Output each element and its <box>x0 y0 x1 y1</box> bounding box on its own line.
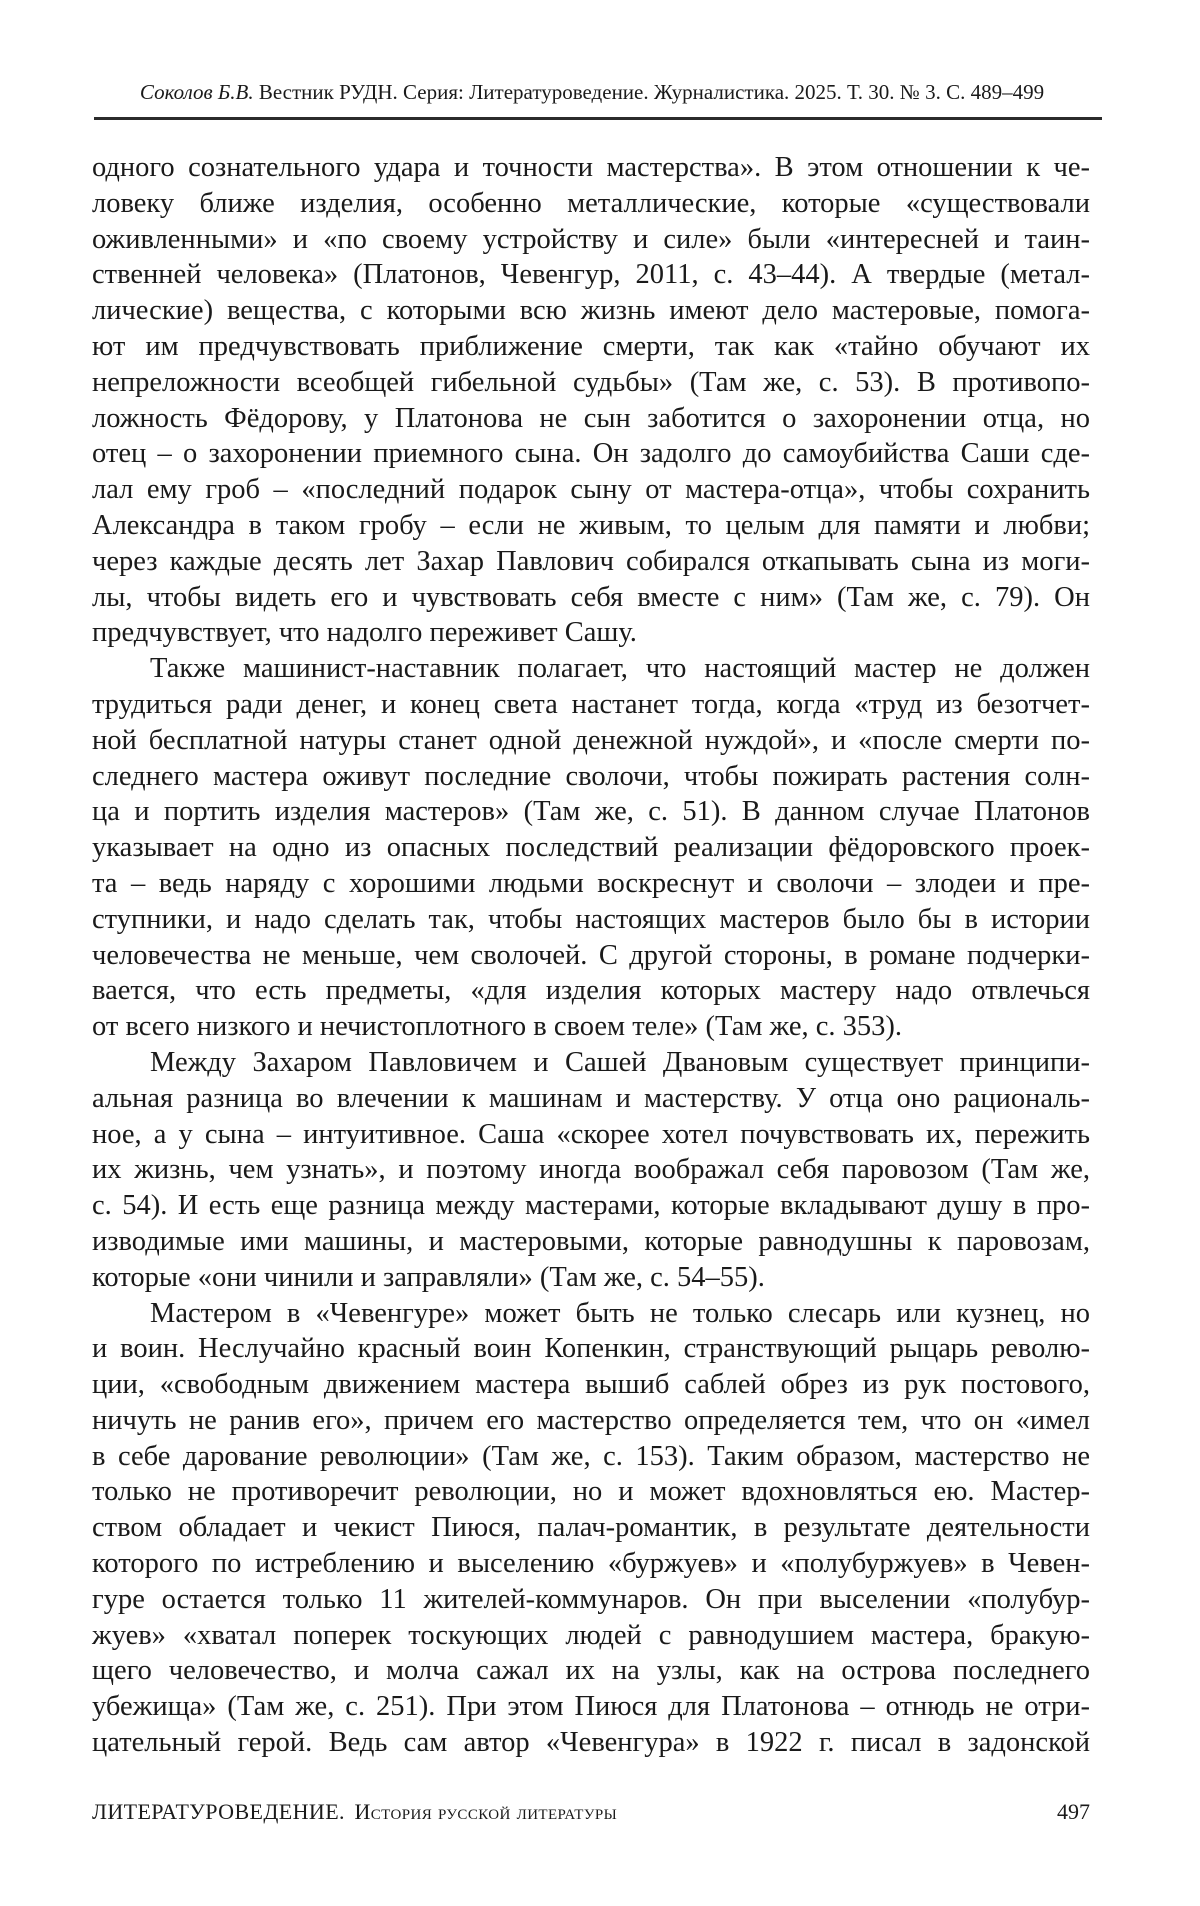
header-rule <box>94 117 1102 120</box>
text-line: следнего мастера оживут последние сволочи, чтобы пожирать растения солн- <box>92 760 1090 792</box>
text-line: та – ведь наряду с хорошими людьми воскреснут и сволочи – злодеи и пре- <box>92 867 1090 899</box>
page-number: 497 <box>1057 1799 1090 1824</box>
page-footer <box>92 1798 1090 1825</box>
text-line: ца и портить изделия мастеров» (Там же, с. 51). В данном случае Платонов <box>92 796 1090 828</box>
text-line: ют им предчувствовать приближение смерти, так как «тайно обучают их <box>92 330 1090 362</box>
paragraph <box>92 1296 1090 1761</box>
text-line: лические) вещества, с которыми всю жизнь имеют дело мастеровые, помога- <box>92 295 1090 327</box>
text-line: оживленными» и «по своему устройству и силе» были «интересней и таин- <box>92 223 1090 255</box>
text-line: Между Захаром Павловичем и Сашей Двановым существует принципи- <box>150 1046 1090 1078</box>
text-line: лы, чтобы видеть его и чувствовать себя вместе с ним» (Там же, с. 79). Он <box>92 581 1090 613</box>
text-line: которого по истреблению и выселению «буржуев» и «полубуржуев» в Чевен- <box>92 1548 1090 1580</box>
text-line: через каждые десять лет Захар Павлович собирался откапывать сына из моги- <box>92 545 1090 577</box>
article-body <box>92 150 1090 1761</box>
text-line: щего человечество, и молча сажал их на узлы, как на острова последнего <box>92 1655 1090 1687</box>
paragraph <box>92 1045 1090 1296</box>
text-line: трудиться ради денег, и конец света настанет тогда, когда «труд из безотчет- <box>92 688 1090 720</box>
text-line: от всего низкого и нечистоплотного в своем теле» (Там же, с. 353). <box>92 1011 903 1043</box>
paragraph <box>92 651 1090 1045</box>
text-line: с. 54). И есть еще разница между мастерами, которые вкладывают душу в про- <box>92 1190 1090 1222</box>
text-line: одного сознательного удара и точности мастерства». В этом отношении к че- <box>92 152 1090 183</box>
text-line: ное, а у сына – интуитивное. Саша «скорее хотел почувствовать их, пережить <box>92 1118 1090 1150</box>
text-line: ством обладает и чекист Пиюся, палач-романтик, в результате деятельности <box>92 1512 1090 1544</box>
text-line: ложность Фёдорову, у Платонова не сын заботится о захоронении отца, но <box>92 402 1090 434</box>
text-line: которые «они чинили и заправляли» (Там же, с. 54–55). <box>92 1261 765 1293</box>
text-line: Также машинист-наставник полагает, что настоящий мастер не должен <box>150 653 1090 685</box>
text-line: ступники, и надо сделать так, чтобы настоящих мастеров было бы в истории <box>92 903 1090 935</box>
text-line: ничуть не ранив его», причем его мастерство определяется тем, что он «имел <box>92 1404 1090 1436</box>
text-line: их жизнь, чем узнать», и поэтому иногда воображал себя паровозом (Там же, <box>92 1154 1090 1186</box>
text-line: указывает на одно из опасных последствий реализации фёдоровского проек- <box>92 832 1090 864</box>
text-line: убежища» (Там же, с. 251). При этом Пиюся для Платонова – отнюдь не отри- <box>92 1691 1090 1723</box>
text-line: непреложности всеобщей гибельной судьбы» (Там же, с. 53). В противопо- <box>92 366 1090 398</box>
footer-section-title <box>92 1798 617 1825</box>
footer-section-label: ЛИТЕРАТУРОВЕДЕНИЕ. <box>92 1799 345 1824</box>
text-line: в себе дарование революции» (Там же, с. 153). Таким образом, мастерство не <box>92 1440 1090 1472</box>
text-line: ции, «свободным движением мастера вышиб саблей обрез из рук постового, <box>92 1369 1090 1401</box>
header-source: Вестник РУДН. Серия: Литературоведение. Журналистика. 2025. Т. 30. № 3. С. 489–499 <box>258 80 1045 104</box>
text-line: ственней человека» (Платонов, Чевенгур, 2011, с. 43–44). А твердые (метал- <box>92 259 1090 291</box>
text-line: Александра в таком гробу – если не живым, то целым для памяти и любви; <box>92 509 1090 541</box>
text-line: и воин. Неслучайно красный воин Копенкин, странствующий рыцарь револю- <box>92 1333 1090 1365</box>
footer-subsection-label: История русской литературы <box>354 1799 618 1824</box>
text-line: лал ему гроб – «последний подарок сыну от мастера-отца», чтобы сохранить <box>92 474 1090 506</box>
text-line: гуре остается только 11 жителей-коммунаров. Он при выселении «полубур- <box>92 1583 1090 1615</box>
text-line: отец – о захоронении приемного сына. Он задолго до самоубийства Саши сде- <box>92 438 1090 470</box>
text-line: изводимые ими машины, и мастеровыми, которые равнодушны к паровозам, <box>92 1225 1090 1257</box>
text-line: ловеку ближе изделия, особенно металлические, которые «существовали <box>92 187 1090 219</box>
text-line: жуев» «хватал поперек тоскующих людей с равнодушием мастера, бракую- <box>92 1619 1090 1651</box>
text-line: только не противоречит революции, но и может вдохновляться ею. Мастер- <box>92 1476 1090 1508</box>
header-author: Соколов Б.В. <box>139 80 254 104</box>
running-header <box>92 80 1092 104</box>
paragraph <box>92 150 1090 651</box>
text-line: Мастером в «Чевенгуре» может быть не только слесарь или кузнец, но <box>150 1297 1090 1329</box>
text-line: ной бесплатной натуры станет одной денежной нуждой», и «после смерти по- <box>92 724 1090 756</box>
text-line: человечества не меньше, чем сволочей. С другой стороны, в романе подчерки- <box>92 939 1090 971</box>
text-line: цательный герой. Ведь сам автор «Чевенгура» в 1922 г. писал в задонской <box>92 1727 1090 1759</box>
text-line: альная разница во влечении к машинам и мастерству. У отца оно рациональ- <box>92 1082 1090 1114</box>
text-line: предчувствует, что надолго переживет Сашу. <box>92 617 637 649</box>
text-line: вается, что есть предметы, «для изделия которых мастеру надо отвлечься <box>92 975 1090 1007</box>
